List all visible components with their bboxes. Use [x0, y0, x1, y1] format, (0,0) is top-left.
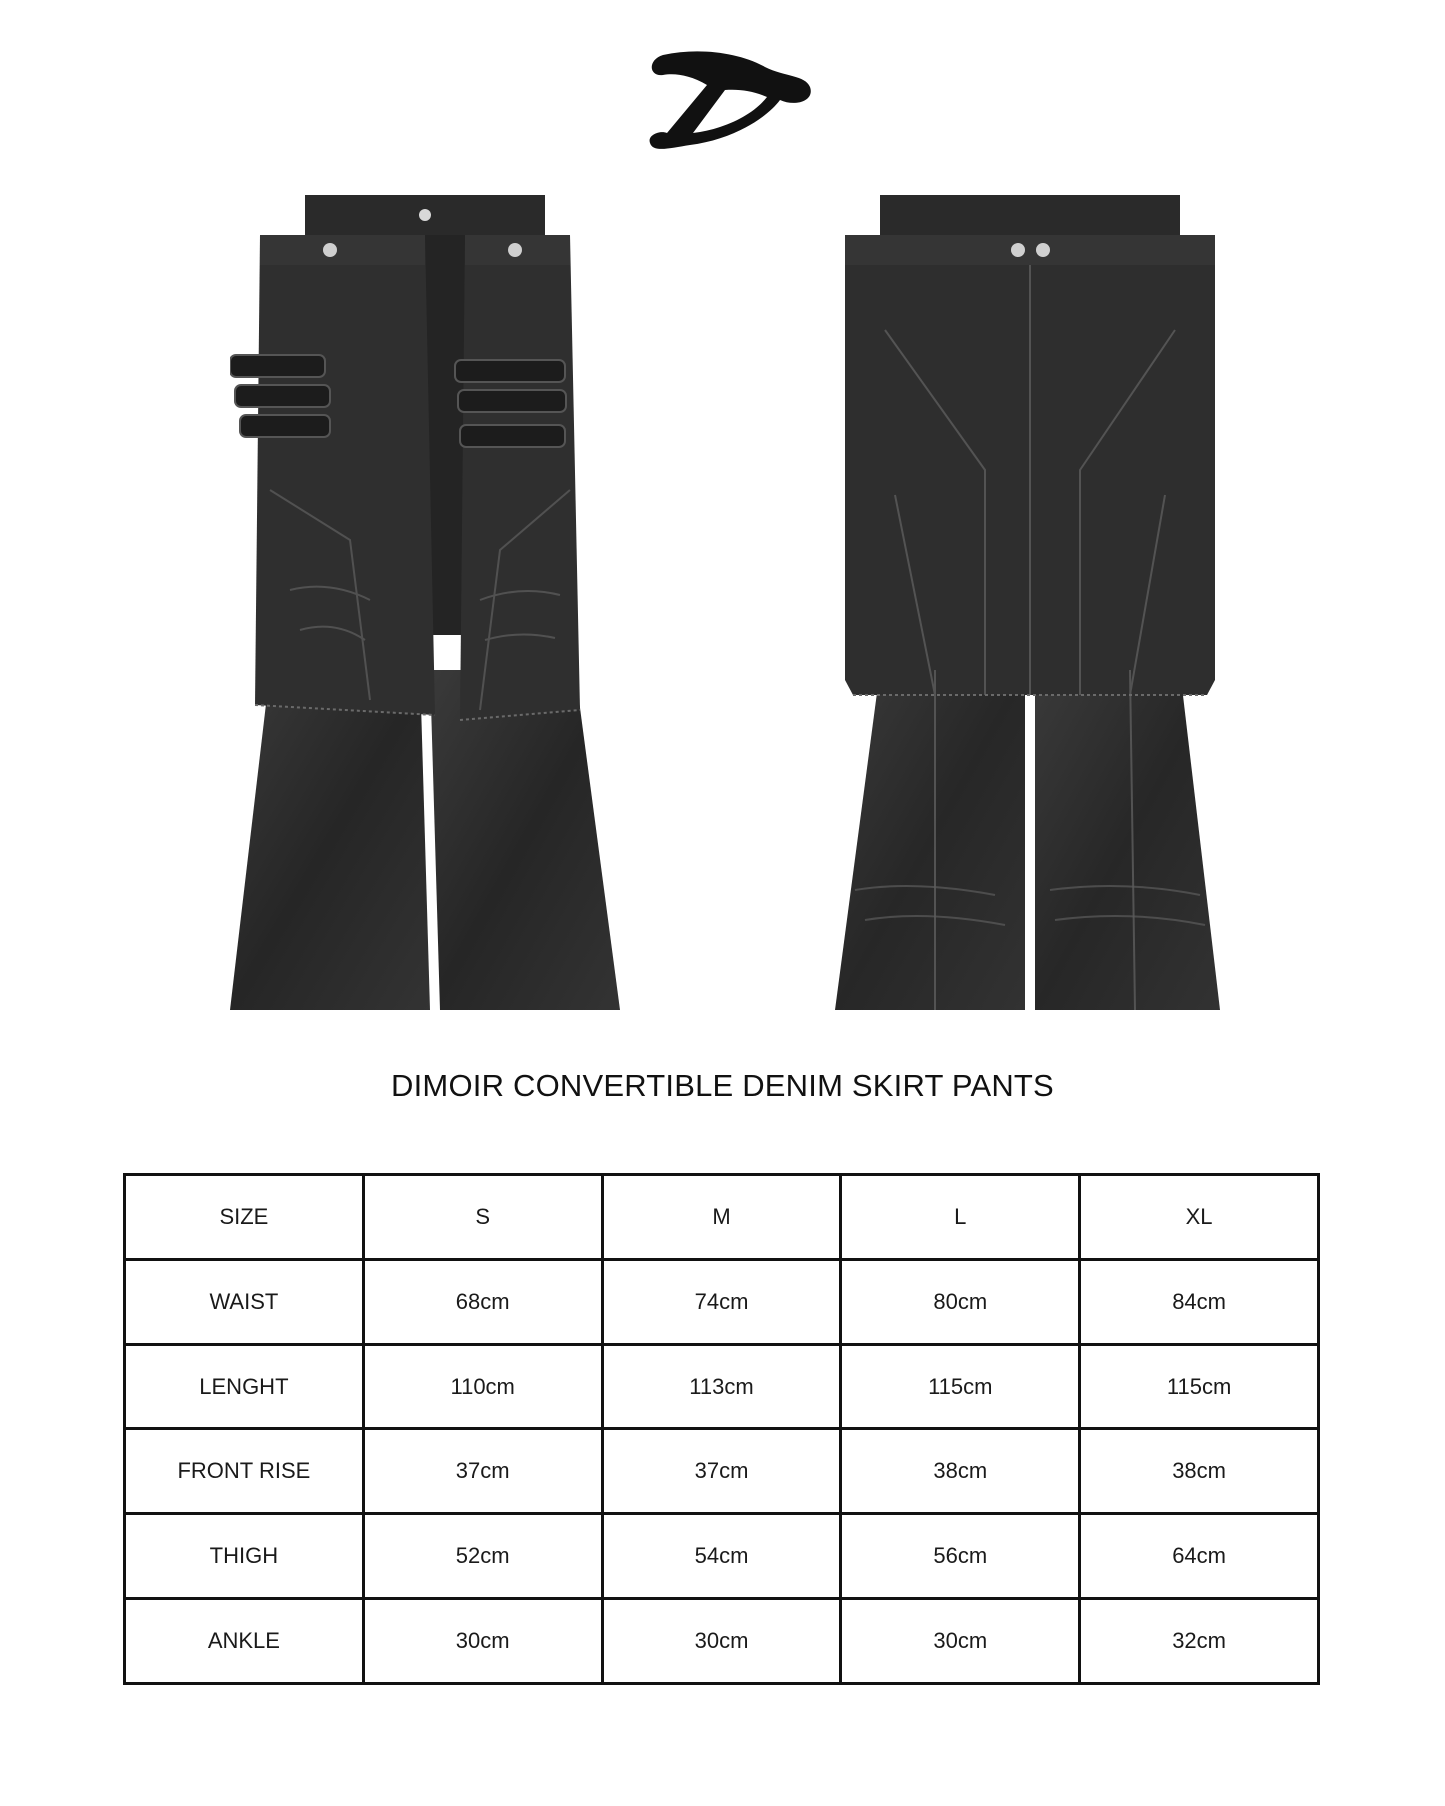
table-cell: 30cm	[602, 1599, 841, 1684]
header-cell: S	[363, 1175, 602, 1260]
front-pants-image	[230, 190, 620, 1010]
table-cell: 64cm	[1080, 1514, 1319, 1599]
row-label: THIGH	[125, 1514, 364, 1599]
table-cell: 68cm	[363, 1259, 602, 1344]
table-cell: 74cm	[602, 1259, 841, 1344]
table-cell: 113cm	[602, 1344, 841, 1429]
back-pants-image	[835, 190, 1225, 1010]
table-cell: 110cm	[363, 1344, 602, 1429]
table-cell: 32cm	[1080, 1599, 1319, 1684]
table-cell: 37cm	[602, 1429, 841, 1514]
header-cell: SIZE	[125, 1175, 364, 1260]
product-title: DIMOIR CONVERTIBLE DENIM SKIRT PANTS	[391, 1068, 1054, 1103]
header-cell: L	[841, 1175, 1080, 1260]
row-label: LENGHT	[125, 1344, 364, 1429]
row-label: FRONT RISE	[125, 1429, 364, 1514]
table-cell: 54cm	[602, 1514, 841, 1599]
table-cell: 38cm	[841, 1429, 1080, 1514]
table-cell: 80cm	[841, 1259, 1080, 1344]
table-row	[125, 1514, 1319, 1599]
row-label: WAIST	[125, 1259, 364, 1344]
table-row	[125, 1429, 1319, 1514]
table-cell: 84cm	[1080, 1259, 1319, 1344]
table-header-row	[125, 1175, 1319, 1260]
table-row	[125, 1259, 1319, 1344]
table-cell: 115cm	[1080, 1344, 1319, 1429]
table-row	[125, 1344, 1319, 1429]
table-cell: 115cm	[841, 1344, 1080, 1429]
brand-logo-icon	[645, 45, 815, 160]
table-cell: 38cm	[1080, 1429, 1319, 1514]
table-cell: 56cm	[841, 1514, 1080, 1599]
table-row	[125, 1599, 1319, 1684]
size-chart-table	[123, 1173, 1320, 1685]
table-cell: 30cm	[363, 1599, 602, 1684]
table-cell: 37cm	[363, 1429, 602, 1514]
table-cell: 30cm	[841, 1599, 1080, 1684]
header-cell: M	[602, 1175, 841, 1260]
header-cell: XL	[1080, 1175, 1319, 1260]
table-cell: 52cm	[363, 1514, 602, 1599]
row-label: ANKLE	[125, 1599, 364, 1684]
